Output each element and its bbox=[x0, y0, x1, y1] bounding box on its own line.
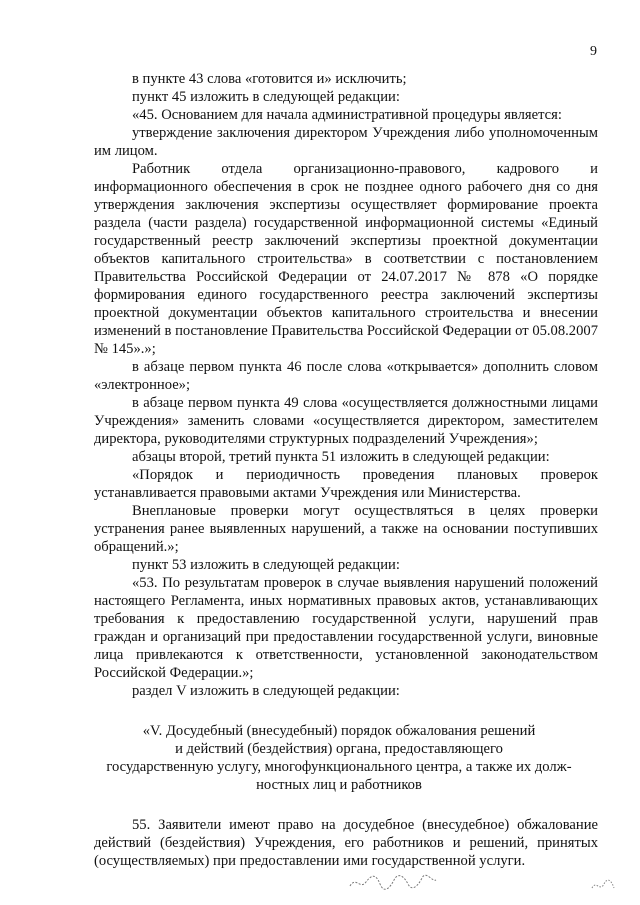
paragraph: в абзаце первом пункта 46 после слова «открывается» дополнить словом «электронное»; bbox=[94, 359, 598, 393]
paragraph: «53. По результатам проверок в случае выявления нарушений положений настоящего Регламента, иных нормативных правовых актов, устанавливающих требования к предоставлению государственной услуги, нарушений прав граждан и организаций при предоставлении государственной услуги, виновные лица привлекаются к ответственности, установленной законодательством Российской Федерации.»; bbox=[94, 575, 598, 681]
section-heading-line: «V. Досудебный (внесудебный) порядок обжалования решений bbox=[142, 723, 536, 739]
section-heading-line: и действий (бездействия) органа, предоставляющего bbox=[175, 741, 503, 757]
paragraph: 55. Заявители имеют право на досудебное (внесудебное) обжалование действий (бездействия) Учреждения, его работников и решений, принятых (осуществляемых) при предоставлении ими государственной услуги. bbox=[94, 817, 598, 869]
paragraph: в пункте 43 слова «готовится и» исключить; bbox=[132, 71, 407, 87]
paragraph: утверждение заключения директором Учреждения либо уполномоченным им лицом. bbox=[94, 125, 598, 159]
paragraph: «45. Основанием для начала административной процедуры является: bbox=[132, 107, 562, 123]
paragraph: пункт 45 изложить в следующей редакции: bbox=[132, 89, 400, 105]
paragraph: Внеплановые проверки могут осуществляться в целях проверки устранения ранее выявленных нарушений, а также на основании поступивших обращений.»; bbox=[94, 503, 598, 555]
paragraph: «Порядок и периодичность проведения плановых проверок устанавливается правовыми актами Учреждения или Министерства. bbox=[94, 467, 598, 501]
initials-scribble bbox=[590, 876, 616, 894]
section-heading bbox=[94, 722, 584, 794]
paragraph: Работник отдела организационно-правового, кадрового и информационного обеспечения в срок не позднее одного рабочего дня со дня утверждения заключения экспертизы осуществляет формирование проекта раздела (части раздела) государственной информационной системы «Единый государственный реестр заключений экспертизы проектной документации объектов капитального строительства» в соответствии с постановлением Правительства Российской Федерации от 24.07.2017 № 878 «О порядке формирования единого государственного реестра заключений экспертизы проектной документации объектов капитального строительства и внесении изменений в постановление Правительства Российской Федерации от 05.08.2007 № 145».»; bbox=[94, 161, 598, 357]
paragraph: пункт 53 изложить в следующей редакции: bbox=[132, 557, 400, 573]
page-number: 9 bbox=[590, 44, 597, 59]
paragraph: в абзаце первом пункта 49 слова «осуществляется должностными лицами Учреждения» заменить словами «осуществляется директором, заместителем директора, руководителями структурных подразделений Учреждения»; bbox=[94, 395, 598, 447]
section-heading-line: ностных лиц и работников bbox=[256, 777, 422, 793]
signature-scribble bbox=[348, 868, 438, 894]
paragraph: раздел V изложить в следующей редакции: bbox=[132, 683, 400, 699]
document-body bbox=[94, 70, 598, 870]
section-heading-line: государственную услугу, многофункционального центра, а также их долж- bbox=[106, 759, 572, 775]
paragraph: абзацы второй, третий пункта 51 изложить в следующей редакции: bbox=[132, 449, 550, 465]
